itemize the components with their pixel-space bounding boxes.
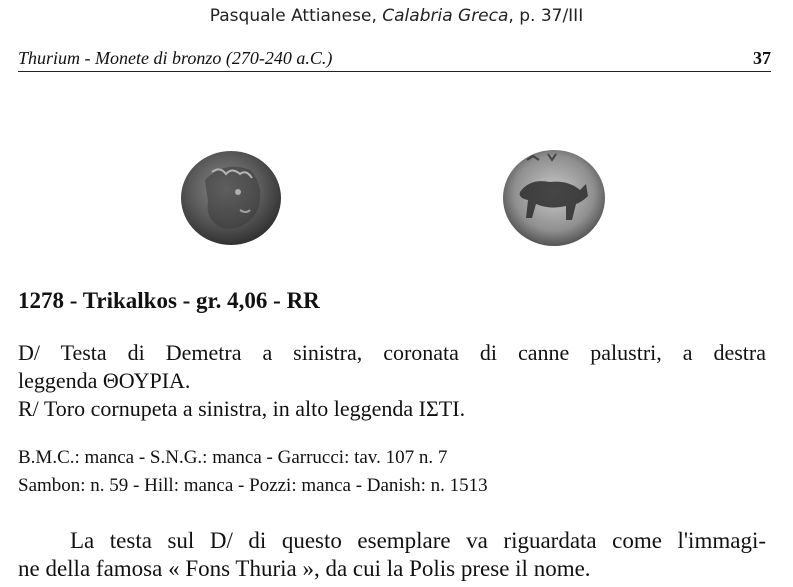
caption-pages: , p. 37/III <box>508 6 584 26</box>
coin-entry-title: 1278 - Trikalkos - gr. 4,06 - RR <box>18 288 320 313</box>
header-rule <box>18 71 771 72</box>
catalogue-references-line-1: B.M.C.: manca - S.N.G.: manca - Garrucci: tav. 107 n. 7 <box>18 447 448 468</box>
commentary-line-2: ne della famosa « Fons Thuria », da cui la Polis prese il nome. <box>18 556 591 581</box>
obverse-description-line-2: leggenda ΘΟΥΡΙΑ. <box>18 368 191 393</box>
obverse-description-line-1: D/ Testa di Demetra a sinistra, coronata di canne palustri, a destra <box>18 340 766 365</box>
page-header <box>18 46 771 72</box>
coin-obverse-demeter-head <box>181 151 281 245</box>
reverse-description: R/ Toro cornupeta a sinistra, in alto leggenda ΙΣΤΙ. <box>18 396 466 421</box>
running-title: Thurium - Monete di bronzo (270-240 a.C.) <box>18 48 333 68</box>
coin-photographs <box>0 140 793 250</box>
image-caption <box>0 6 793 26</box>
coin-reverse-bull <box>503 150 605 246</box>
catalogue-references-line-2: Sambon: n. 59 - Hill: manca - Pozzi: manca - Danish: n. 1513 <box>18 475 488 496</box>
caption-book-title: Calabria Greca <box>382 6 509 26</box>
commentary-line-1: La testa sul D/ di questo esemplare va riguardata come l'immagi- <box>70 528 766 553</box>
page-number: 37 <box>753 48 771 68</box>
caption-author: Pasquale Attianese, <box>209 6 377 26</box>
